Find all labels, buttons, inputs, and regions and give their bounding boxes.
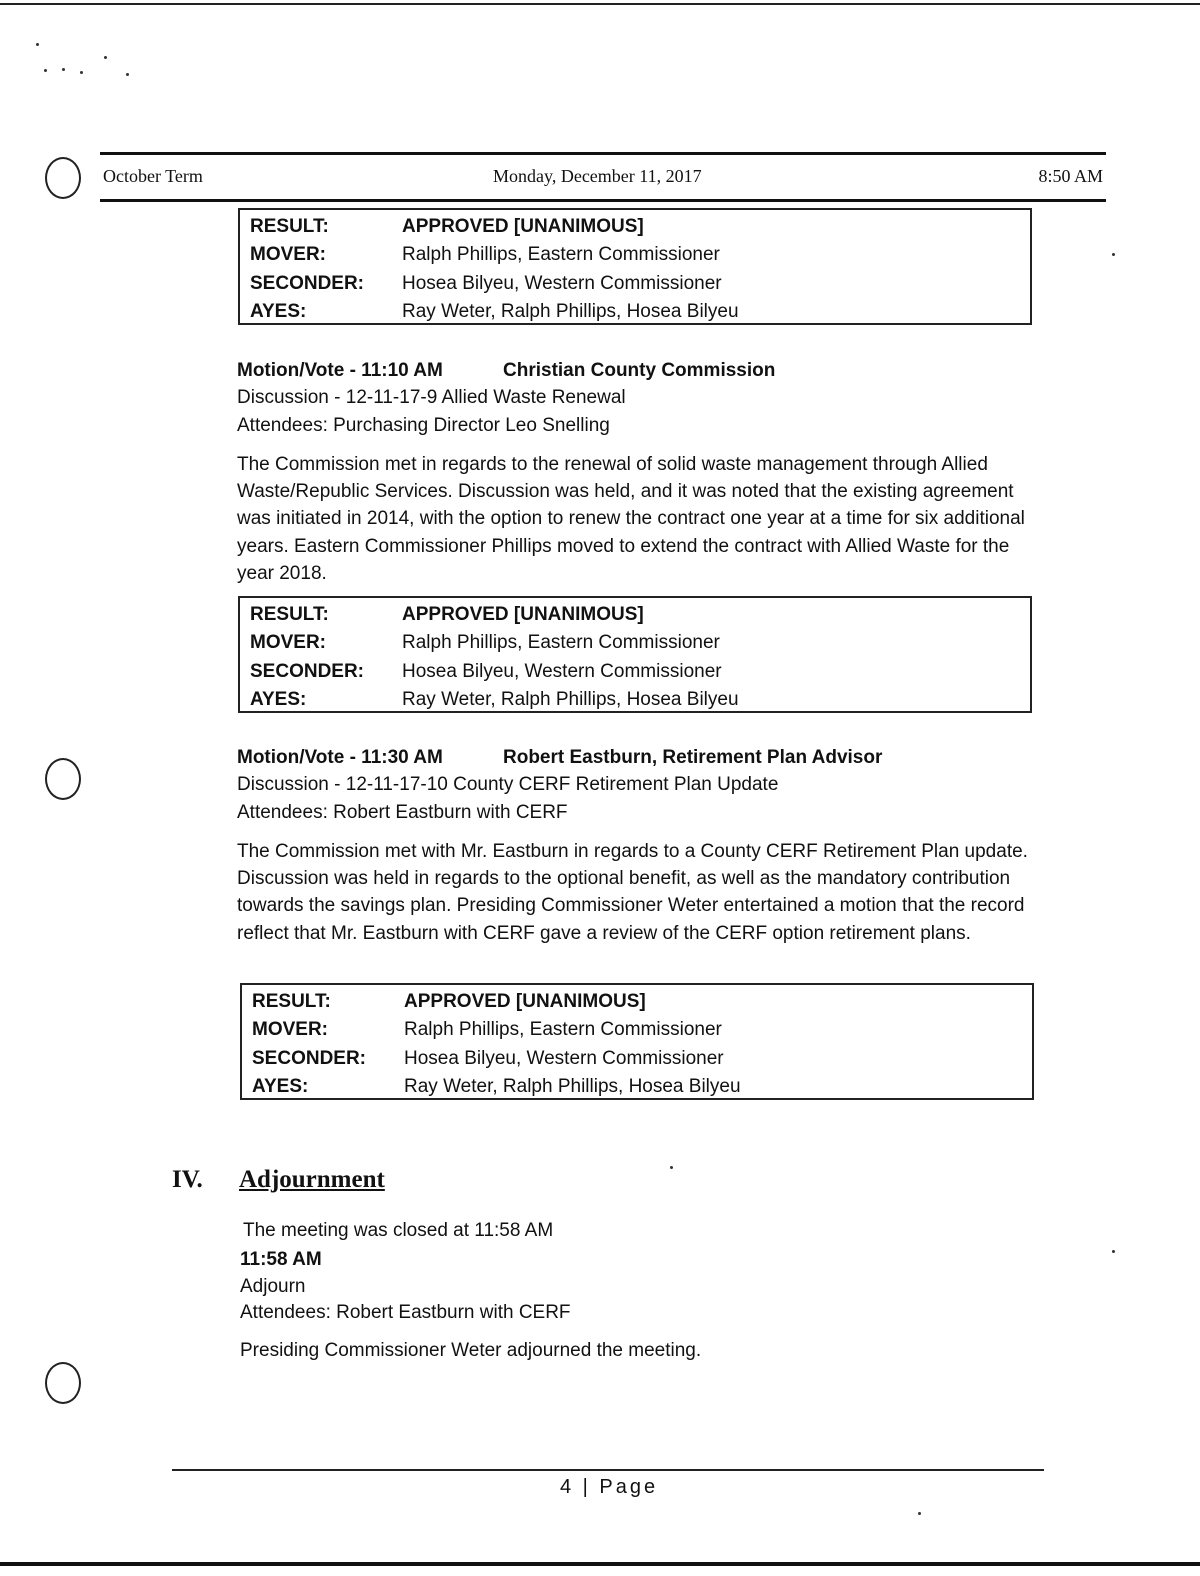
scan-speck (1112, 1250, 1115, 1253)
page-header (100, 152, 1106, 202)
vote-value: Hosea Bilyeu, Western Commissioner (402, 273, 722, 294)
vote-value: Ralph Phillips, Eastern Commissioner (402, 632, 720, 653)
vote-value: Ray Weter, Ralph Phillips, Hosea Bilyeu (402, 301, 739, 322)
scan-speck (1112, 253, 1115, 256)
closing-paragraph: Presiding Commissioner Weter adjourned the meeting. (240, 1340, 702, 1361)
scan-speck (670, 1166, 673, 1169)
scan-speck (126, 73, 129, 76)
scan-speck (918, 1512, 921, 1515)
attendees-line: Attendees: Robert Eastburn with CERF (240, 1302, 571, 1323)
binder-hole (45, 758, 81, 800)
vote-label: MOVER: (252, 1019, 328, 1040)
motion-body: Robert Eastburn, Retirement Plan Advisor (503, 747, 883, 768)
minutes-paragraph: The Commission met with Mr. Eastburn in regards to a County CERF Retirement Plan update. Discussion was held in regards to the optional benefit, as well as the mandatory contribution towards the savings plan. Presiding Commissioner Weter entertained a motion that the record reflect that Mr. Eastburn with CERF gave a review of the CERF option retirement plans. (237, 841, 1028, 944)
scan-speck (44, 69, 47, 72)
attendees-line: Attendees: Robert Eastburn with CERF (237, 802, 568, 823)
header-time: 8:50 AM (1038, 166, 1103, 186)
minutes-paragraph: The Commission met in regards to the renewal of solid waste management through Allied Waste/Republic Services. Discussion was held, and it was noted that the existing agreement was initiated in 2014, with the option to renew the contract one year at a time for six additional years. Eastern Commissioner Phillips moved to extend the contract with Allied Waste for the year 2018. (237, 454, 1025, 584)
page-number: 4 | Page (560, 1476, 659, 1498)
header-term: October Term (103, 166, 203, 186)
vote-value: Hosea Bilyeu, Western Commissioner (404, 1048, 724, 1069)
motion-time: Motion/Vote - 11:30 AM (237, 747, 443, 768)
vote-result-table (238, 596, 1032, 713)
vote-result-table (240, 983, 1034, 1100)
binder-hole (45, 157, 81, 199)
vote-label: RESULT: (252, 991, 331, 1012)
vote-value: Ray Weter, Ralph Phillips, Hosea Bilyeu (404, 1076, 741, 1097)
vote-label: MOVER: (250, 244, 326, 265)
vote-label: SECONDER: (252, 1048, 367, 1069)
adjourn-time: 11:58 AM (240, 1249, 322, 1270)
vote-label: SECONDER: (250, 661, 365, 682)
scan-speck (104, 56, 107, 59)
closed-line: The meeting was closed at 11:58 AM (243, 1220, 554, 1241)
vote-label: AYES: (250, 689, 307, 710)
bottom-edge-line (0, 1562, 1200, 1566)
vote-value: APPROVED [UNANIMOUS] (404, 991, 646, 1012)
vote-label: AYES: (250, 301, 307, 322)
binder-hole (45, 1362, 81, 1404)
top-edge-line (0, 3, 1200, 5)
vote-label: MOVER: (250, 632, 326, 653)
scan-speck (80, 71, 83, 74)
section-title: Adjournment (239, 1166, 385, 1193)
section-number: IV. (172, 1166, 203, 1193)
motion-body: Christian County Commission (503, 360, 776, 381)
header-date: Monday, December 11, 2017 (493, 166, 702, 186)
attendees-line: Attendees: Purchasing Director Leo Snelling (237, 415, 610, 436)
discussion-line: Discussion - 12-11-17-10 County CERF Retirement Plan Update (237, 774, 779, 795)
vote-value: Ralph Phillips, Eastern Commissioner (404, 1019, 722, 1040)
vote-label: RESULT: (250, 604, 329, 625)
vote-value: APPROVED [UNANIMOUS] (402, 216, 644, 237)
vote-result-table (238, 208, 1032, 325)
vote-value: Ray Weter, Ralph Phillips, Hosea Bilyeu (402, 689, 739, 710)
scan-speck (62, 68, 65, 71)
motion-time: Motion/Vote - 11:10 AM (237, 360, 443, 381)
scan-speck (36, 43, 39, 46)
footer-rule (172, 1469, 1044, 1471)
vote-label: RESULT: (250, 216, 329, 237)
vote-label: AYES: (252, 1076, 309, 1097)
vote-value: Hosea Bilyeu, Western Commissioner (402, 661, 722, 682)
vote-value: APPROVED [UNANIMOUS] (402, 604, 644, 625)
vote-value: Ralph Phillips, Eastern Commissioner (402, 244, 720, 265)
adjourn-action: Adjourn (240, 1276, 306, 1297)
vote-label: SECONDER: (250, 273, 365, 294)
discussion-line: Discussion - 12-11-17-9 Allied Waste Renewal (237, 387, 626, 408)
